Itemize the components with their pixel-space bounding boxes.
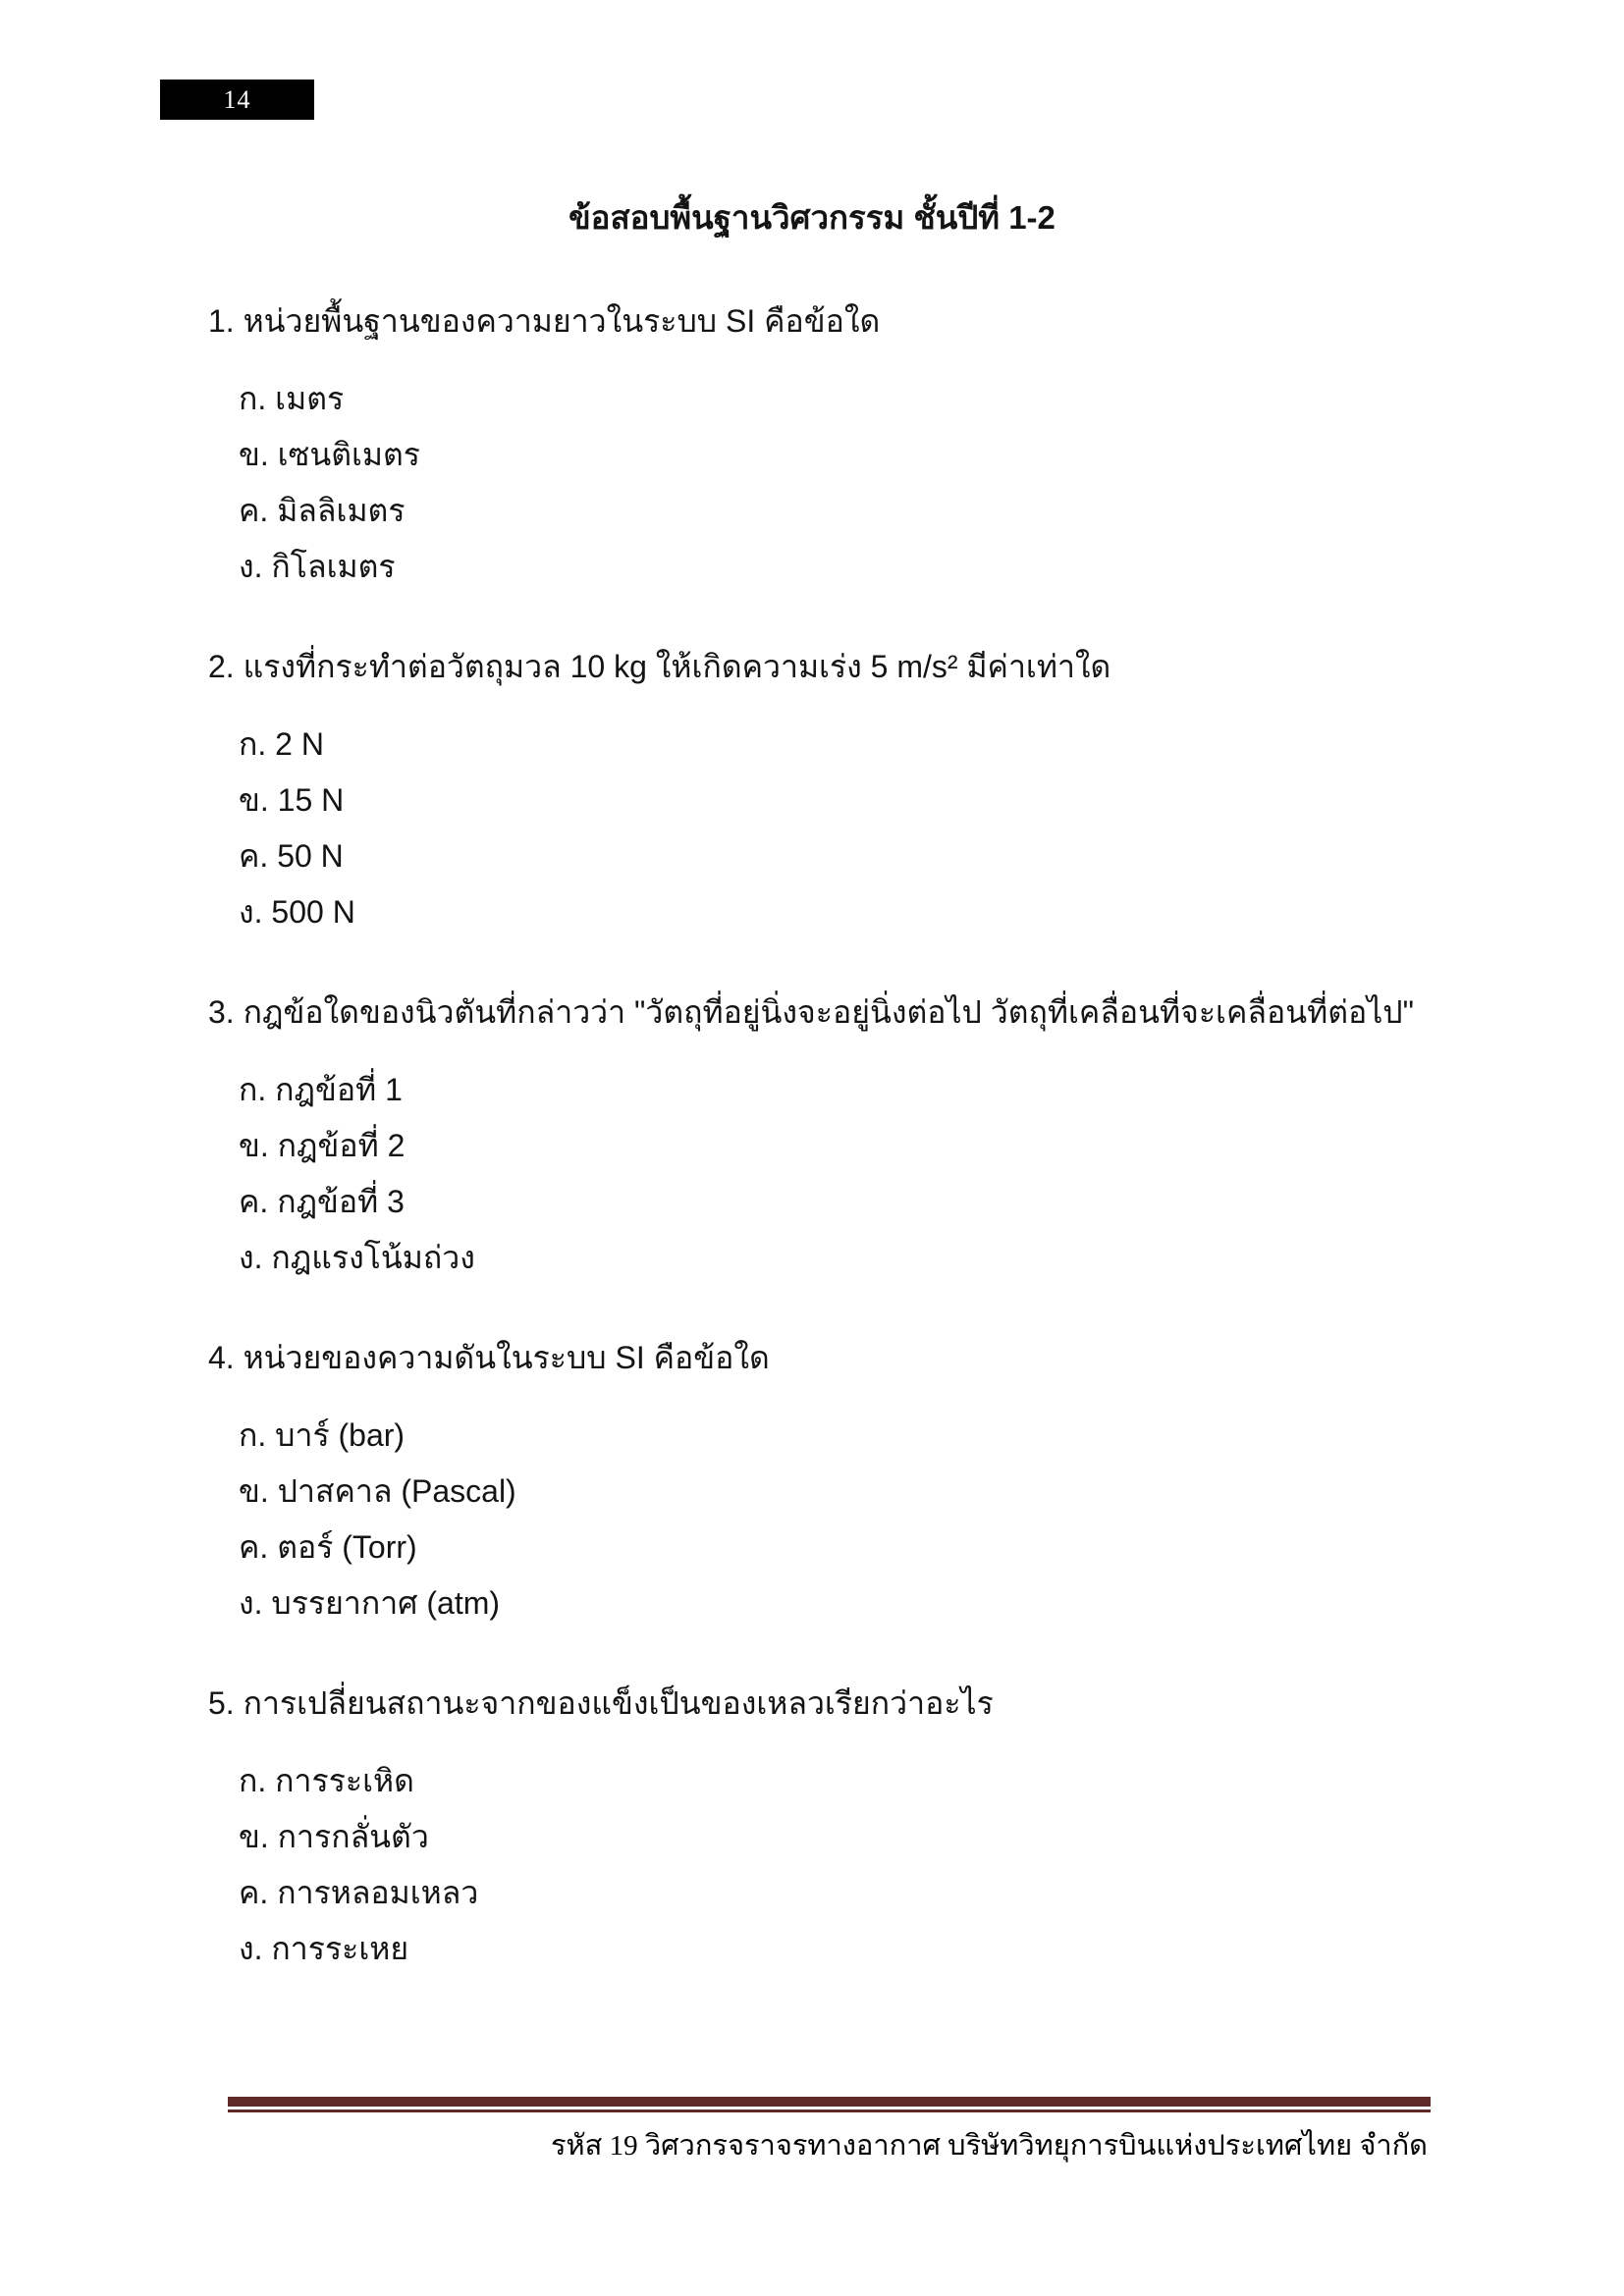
footer-credit-text: รหัส 19 วิศวกรจราจรทางอากาศ บริษัทวิทยุการบินแห่งประเทศไทย จำกัด (550, 2130, 1428, 2162)
choice-list (208, 371, 1477, 595)
choice-item: ค. มิลลิเมตร (239, 493, 406, 528)
page-number: 14 (223, 84, 251, 114)
question-text: 2. แรงที่กระทำต่อวัตถุมวล 10 kg ให้เกิดความเร่ง 5 m/s² มีค่าเท่าใด (208, 649, 1111, 684)
choice-item: ก. เมตร (239, 381, 345, 416)
question-text: 4. หน่วยของความดันในระบบ SI คือข้อใด (208, 1340, 770, 1375)
choice-list (208, 1408, 1477, 1631)
footer-rule-thin (228, 2109, 1431, 2112)
choice-item: ค. 50 N (239, 838, 344, 874)
footer-rule-thick (228, 2097, 1431, 2107)
question-text: 1. หน่วยพื้นฐานของความยาวในระบบ SI คือข้อใด (208, 303, 881, 339)
choice-list (208, 1062, 1477, 1286)
question-block (208, 1335, 1477, 1631)
choice-list (208, 1753, 1477, 1977)
choice-item: ก. การระเหิด (239, 1763, 414, 1798)
question-text: 5. การเปลี่ยนสถานะจากของแข็งเป็นของเหลวเรียกว่าอะไร (208, 1685, 994, 1721)
choice-item: ง. 500 N (239, 894, 355, 930)
choice-item: ข. เซนติเมตร (239, 437, 420, 472)
choice-item: ก. กฎข้อที่ 1 (239, 1072, 403, 1107)
choice-item: ข. กฎข้อที่ 2 (239, 1128, 406, 1163)
question-block (208, 298, 1477, 595)
choice-item: ง. บรรยากาศ (atm) (239, 1585, 501, 1621)
choice-item: ง. กิโลเมตร (239, 549, 396, 584)
choice-item: ก. 2 N (239, 726, 324, 762)
choice-item: ง. กฎแรงโน้มถ่วง (239, 1240, 475, 1275)
choice-item: ค. ตอร์ (Torr) (239, 1529, 417, 1565)
exam-title: ข้อสอบพื้นฐานวิศวกรรม ชั้นปีที่ 1-2 (568, 199, 1056, 236)
page-number-box (160, 80, 314, 120)
choice-item: ง. การระเหย (239, 1931, 409, 1966)
choice-item: ข. การกลั่นตัว (239, 1819, 429, 1854)
choice-item: ค. การหลอมเหลว (239, 1875, 479, 1910)
question-list (208, 298, 1477, 2026)
question-block (208, 644, 1477, 940)
question-text: 3. กฎข้อใดของนิวตันที่กล่าวว่า "วัตถุที่อยู่นิ่งจะอยู่นิ่งต่อไป วัตถุที่เคลื่อนที่จะเคลื่อนที่ต่อไป" (208, 994, 1414, 1030)
question-block (208, 989, 1477, 1286)
choice-item: ข. ปาสคาล (Pascal) (239, 1473, 516, 1509)
choice-item: ก. บาร์ (bar) (239, 1417, 406, 1453)
choice-item: ค. กฎข้อที่ 3 (239, 1184, 405, 1219)
choice-list (208, 717, 1477, 940)
page-footer (0, 2097, 1624, 2195)
choice-item: ข. 15 N (239, 782, 345, 818)
question-block (208, 1681, 1477, 1977)
